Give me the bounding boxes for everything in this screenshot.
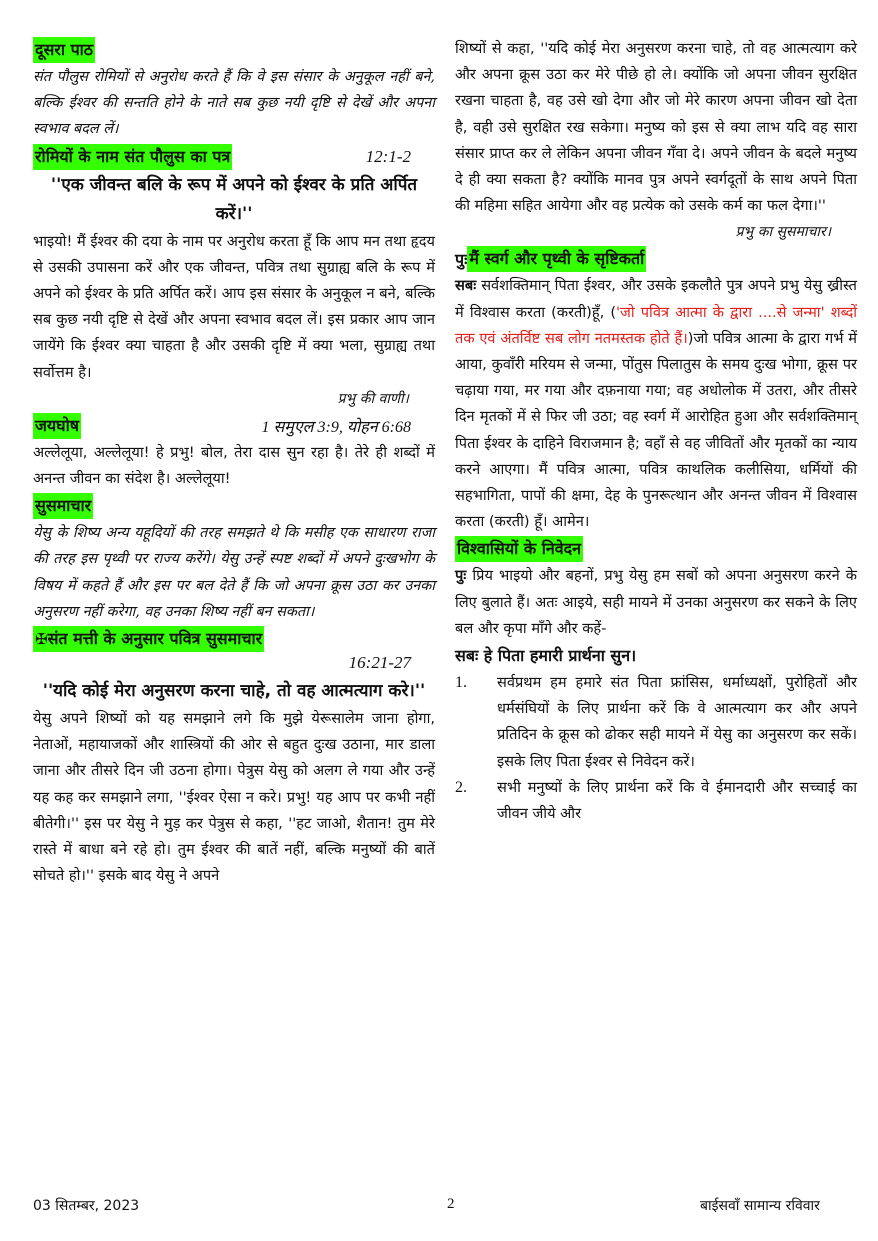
gospel-closing: प्रभु का सुसमाचार। bbox=[735, 224, 831, 241]
creed-text bbox=[455, 273, 857, 535]
gospel-book: संत मत्ती के अनुसार पवित्र सुसमाचार bbox=[47, 629, 263, 649]
creed-heading: मैं स्वर्ग और पृथ्वी के सृष्टिकर्ता bbox=[467, 246, 646, 272]
creed-rubric: 'जो पवित्र आत्मा के द्वारा ....से जन्मा' शब्दों तक एवं अंतर्विष्ट सब लोग नतमस्तक होते हैं। bbox=[455, 303, 858, 347]
gospel-heading: सुसमाचार bbox=[33, 493, 93, 519]
gospel-book-label bbox=[33, 626, 264, 652]
second-reading-intro: संत पौलुस रोमियों से अनुरोध करते हैं कि वे इस संसार के अनुकूल नहीं बने, बल्कि ईश्वर की सन्तति होने के नाते सब कुछ नयी दृष्टि से देखें और अपना स्वभाव बदल लें। bbox=[33, 69, 435, 138]
reading-book: रोमियों के नाम संत पौलुस का पत्र bbox=[33, 144, 232, 170]
reading-text: भाइयो! मैं ईश्वर की दया के नाम पर अनुरोध करता हूँ कि आप मन तथा हृदय से उसकी उपासना करें और एक जीवन्त, पवित्र तथा सुग्राह्य बलि के रूप में अपने को ईश्वर के प्रति अर्पित करें। आप इस संसार के अनुकूल न बने, बल्कि सब कुछ नयी दृष्टि से देखें और अपना स्वभाव बदल लें। इस प्रकार आप जान जायेंगे कि ईश्वर क्या चाहता है और उसकी दृष्टि में क्या भला, सुग्राह्य तथा सर्वोत्तम है। bbox=[33, 232, 435, 381]
intercessions-heading-row bbox=[455, 535, 857, 563]
acclamation-heading: जयघोष bbox=[33, 413, 81, 439]
cross-icon: ✠ bbox=[35, 630, 48, 649]
left-column bbox=[33, 36, 435, 889]
creed-priest-label: पुः bbox=[455, 250, 468, 270]
gospel-heading-row bbox=[33, 492, 435, 520]
intercessions-heading: विश्वासियों के निवेदन bbox=[455, 536, 583, 562]
acclamation-reference: 1 समुएल 3:9, योहन 6:68 bbox=[261, 418, 411, 436]
footer-date: 03 सितम्बर, 2023 bbox=[33, 1198, 140, 1214]
prayer-item bbox=[455, 670, 857, 775]
gospel-intro: येसु के शिष्य अन्य यहूदियों की तरह समझते थे कि मसीह एक साधारण राजा की तरह इस पृथ्वी पर राज्य करेंगे। येसु उन्हें स्पष्ट शब्दों में अपने दुःखभोग के विषय में कहते हैं और इस पर बल देते हैं कि जो अपना क्रूस उठा कर उनका अनुसरण नहीं करेगा, वह उनका शिष्य नहीं बन सकता। bbox=[33, 525, 435, 620]
creed-heading-row bbox=[455, 245, 857, 273]
reading-reference: 12:1-2 bbox=[365, 146, 411, 166]
creed-all-label: सबः bbox=[455, 277, 477, 295]
prayer-text: सर्वप्रथम हम हमारे संत पिता फ्रांसिस, धर्माध्यक्षों, पुरोहितों और धर्मसंघियों के लिए प्रार्थना करें कि वे आत्मत्याग कर और अपने प्रतिदिन के क्रूस को ढोकर सही मायने में येसु का अनुसरण कर सकें। इसके लिए पिता ईश्वर से निवेदन करें। bbox=[497, 674, 857, 770]
second-reading-heading-row bbox=[33, 36, 435, 64]
intercessions-intro-text: प्रिय भाइयो और बहनों, प्रभु येसु हम सबों को अपना अनुसरण करने के लिए बुलाते हैं। अतः आइये, सही मायने में उनका अनुसरण कर सकने के लिए बल और कृपा माँगे और कहें- bbox=[455, 567, 858, 637]
prayer-number: 2. bbox=[455, 778, 467, 796]
prayer-text: सभी मनुष्यों के लिए प्रार्थना करें कि वे ईमानदारी और सच्चाई का जीवन जीये और bbox=[497, 778, 857, 823]
response-text: हे पिता हमारी प्रार्थना सुन। bbox=[483, 646, 637, 666]
right-column bbox=[455, 36, 857, 827]
prayer-item bbox=[455, 775, 857, 827]
footer-sunday: बाईसवाँ सामान्य रविवार bbox=[700, 1198, 820, 1214]
response-label: सबः bbox=[455, 646, 479, 666]
gospel-book-row bbox=[33, 625, 435, 653]
intercessions-intro bbox=[455, 563, 857, 642]
gospel-title-quote: ''यदि कोई मेरा अनुसरण करना चाहे, तो वह आत्मत्याग करे।'' bbox=[42, 681, 426, 702]
creed-text-part1: सर्वशक्तिमान् पिता ईश्वर, और उसके इकलौते पुत्र अपने प्रभु येसु ख्रीस्त में विश्वास करता (करती)हूँ, bbox=[455, 277, 857, 321]
prayer-list bbox=[455, 670, 857, 827]
acclamation-heading-row bbox=[33, 412, 435, 440]
second-reading-heading: दूसरा पाठ bbox=[33, 37, 95, 63]
gospel-continued-text: शिष्यों से कहा, ''यदि कोई मेरा अनुसरण करना चाहे, तो वह आत्मत्याग करे और अपना क्रूस उठा कर मेरे पीछे हो ले। क्योंकि जो अपना जीवन सुरक्षित रखना चाहता है, वह उसे खो देगा और जो मेरे कारण अपना जीवन खो देता है, वही उसे सुरक्षित रख सकेगा। मनुष्य को इस से क्या लाभ यदि वह सारा संसार प्राप्त कर ले लेकिन अपना जीवन गँवा दे। अपने जीवन के बदले मनुष्य दे ही क्या सकता है? क्योंकि मानव पुत्र अपने स्वर्गदूतों के साथ अपने पिता की महिमा सहित आयेगा और वह प्रत्येक को उसके कर्म का फल देगा।'' bbox=[455, 40, 857, 215]
footer-page-number: 2 bbox=[447, 1196, 455, 1212]
intercessions-priest-label: पुः bbox=[455, 567, 467, 585]
creed-text-part2: )जो पवित्र आत्मा के द्वारा गर्भ में आया, कुवाँरी मरियम से जन्मा, पोंतुस पिलातुस के समय दुःख भोगा, क्रूस पर चढ़ाया गया, मर गया और दफ़नाया गया; वह अधोलोक में उतरा, और तीसरे दिन मृतकों में से फिर जी उठा; वह स्वर्ग में आरोहित हुआ और सर्वशक्तिमान् पिता ईश्वर के दाहिने विराजमान है; वहाँ से वह जीवितों और मृतकों का न्याय करने आएगा। मैं पवित्र आत्मा, पवित्र काथलिक कलीसिया, धर्मियों की सहभागिता, पापों की क्षमा, देह के पुनरूत्थान और अनन्त जीवन में विश्वास करता (करती) हूँ। आमेन। bbox=[455, 329, 857, 531]
reading-title-quote: ''एक जीवन्त बलि के रूप में अपने को ईश्वर के प्रति अर्पित करें।'' bbox=[50, 174, 418, 224]
reading-book-row bbox=[33, 143, 435, 171]
reading-closing: प्रभु की वाणी। bbox=[337, 390, 409, 407]
prayer-number: 1. bbox=[455, 674, 467, 692]
creed-red-open: ( bbox=[610, 303, 617, 321]
intercessions-response bbox=[455, 642, 857, 670]
gospel-reference: 16:21-27 bbox=[348, 653, 411, 673]
gospel-reference-row bbox=[33, 653, 435, 677]
acclamation-text: अल्लेलूया, अल्लेलूया! हे प्रभु! बोल, तेरा दास सुन रहा है। तेरे ही शब्दों में अनन्त जीवन का संदेश है। अल्लेलूया! bbox=[33, 443, 435, 488]
gospel-text: येसु अपने शिष्यों को यह समझाने लगे कि मुझे येरूसालेम जाना होगा, नेताओं, महायाजकों और शास्त्रियों की ओर से बहुत दुःख उठाना, मार डाला जाना और तीसरे दिन जी उठना होगा। पेत्रुस येसु को अलग ले गया और उन्हें यह कह कर समझाने लगा, ''ईश्वर ऐसा न करे। प्रभु! यह आप पर कभी नहीं बीतेगी।'' इस पर येसु ने मुड़ कर पेत्रुस से कहा, ''हट जाओ, शैतान! तुम मेरे रास्ते में बाधा बने रहे हो। तुम ईश्वर की बातें नहीं, बल्कि मनुष्यों की बातें सोचते हो।'' इसके बाद येसु ने अपने bbox=[33, 710, 435, 885]
